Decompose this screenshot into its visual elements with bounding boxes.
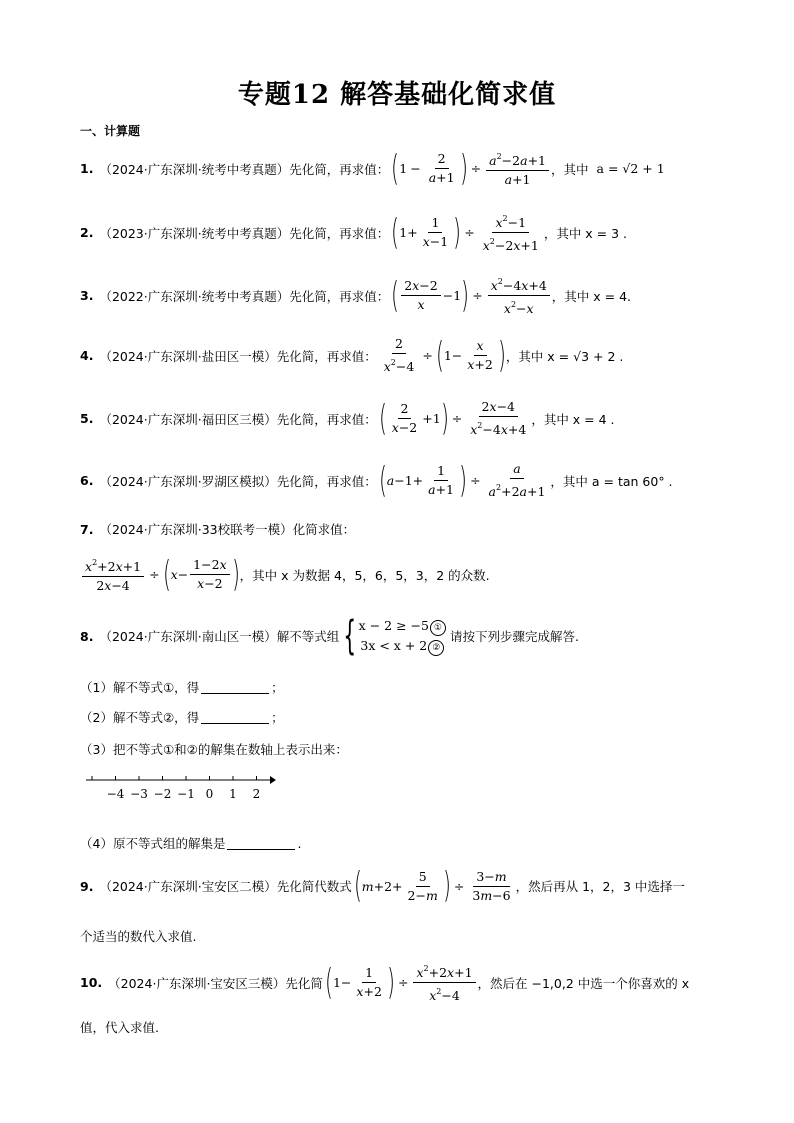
question-tail: ，其中 x = √3 + 2 . — [505, 348, 624, 364]
question-tail: ，其中 — [551, 161, 589, 177]
question-source: （2022·广东深圳·统考中考真题）先化简，再求值： — [99, 288, 390, 304]
axis-tick-label: −3 — [130, 787, 148, 801]
inequality-1: x − 2 ≥ −5 — [358, 618, 429, 633]
step-2 — [80, 708, 284, 726]
question-source: （2024·广东深圳·盐田区一模）先化简，再求值： — [99, 348, 377, 364]
step-4-text: （4）原不等式组的解集是 — [80, 836, 226, 851]
question-source: （2024·广东深圳·福田区三模）先化简，再求值： — [99, 411, 377, 427]
step-3-text: （3）把不等式①和②的解集在数轴上表示出来： — [80, 742, 348, 757]
question-7-body — [80, 553, 490, 595]
question-9 — [80, 865, 685, 906]
expression: ( 1 − $\frac{2}{a+1}$ ) ÷ $\frac{a^2-2a+1}{a+1}$ — [391, 150, 551, 187]
axis-tick-label: 0 — [205, 787, 214, 801]
axis-tick-label: 1 — [229, 787, 237, 801]
question-4 — [80, 334, 624, 376]
question-2 — [80, 212, 627, 253]
question-tail: 请按下列步骤完成解答. — [449, 629, 579, 644]
question-3 — [80, 275, 631, 316]
question-9-line-2 — [80, 927, 196, 945]
step-1-end: ； — [271, 680, 284, 695]
step-1 — [80, 678, 284, 696]
system-brace: { — [343, 613, 357, 659]
step-4 — [80, 834, 301, 852]
inequality-system — [359, 616, 446, 656]
question-source: （2024·广东深圳·南山区一模）解不等式组 — [99, 629, 340, 644]
question-number: 5. — [80, 411, 94, 426]
question-7 — [80, 520, 357, 538]
question-text: 个适当的数代入求值. — [80, 929, 197, 944]
page-title: 专题12 解答基础化简求值 — [237, 80, 557, 110]
answer-blank[interactable] — [201, 681, 269, 694]
expression: $\frac{2}{x^2-4}$ ÷ ( 1− $\frac{x}{x+2}$ ) — [383, 334, 506, 376]
axis-arrow — [270, 776, 276, 784]
step-4-end: . — [297, 835, 302, 851]
question-number: 6. — [80, 473, 94, 488]
question-source: （2024·广东深圳·罗湖区模拟）先化简，再求值： — [99, 473, 377, 489]
expression: ( $\frac{2x-2}{x}$ −1 ) ÷ $\frac{x^2-4x+4}{x^2-x}$ — [391, 275, 552, 316]
question-source: （2024·广东深圳·宝安区三模）先化简 — [108, 975, 323, 991]
question-tail: ，其中 x 为数据 4，5，6，5，3，2 的众数. — [239, 567, 490, 583]
axis-tick-label: −2 — [153, 787, 172, 801]
axis-tick-label: −4 — [106, 787, 125, 801]
question-number: 10. — [80, 975, 103, 990]
question-5 — [80, 397, 615, 439]
step-2-text: （2）解不等式②，得 — [80, 710, 200, 725]
question-text: 值，代入求值. — [80, 1020, 159, 1035]
answer-blank[interactable] — [227, 837, 295, 850]
answer-blank[interactable] — [201, 711, 269, 724]
expression: ( 1+ $\frac{1}{x-1}$ ) ÷ $\frac{x^2-1}{x^2-2x+1}$ — [391, 211, 539, 253]
question-source: （2024·广东深圳·宝安区二模）先化简代数式 — [99, 879, 352, 894]
question-number: 1. — [80, 161, 94, 176]
question-number: 9. — [80, 878, 94, 894]
section-heading: 一、计算题 — [80, 124, 141, 138]
question-tail: ，然后再从 1，2，3 中选择一 — [515, 879, 685, 894]
question-6 — [80, 459, 673, 501]
question-tail: ，其中 a = tan 60° . — [550, 473, 673, 489]
question-tail: ，其中 x = 4 . — [531, 411, 615, 427]
circle-1: ① — [430, 620, 446, 636]
expression: ( 1− $\frac{1}{x+2}$ ) ÷ $\frac{x^2+2x+1}{x^2-4}$ — [325, 962, 478, 1003]
condition: a = √2 + 1 — [596, 161, 665, 176]
expression: ( a −1+ $\frac{1}{a+1}$ ) ÷ $\frac{a}{a^2+2a+1}$ — [378, 459, 546, 501]
expression: $\frac{x^2+2x+1}{2x-4}$ ÷ ( x − $\frac{1-2x}{x-2}$ ) — [80, 556, 240, 593]
question-number: 2. — [80, 225, 94, 240]
step-2-end: ； — [271, 710, 284, 725]
question-tail: ，其中 x = 4. — [551, 288, 631, 304]
question-10 — [80, 962, 689, 1003]
step-1-text: （1）解不等式①，得 — [80, 680, 200, 695]
step-3 — [80, 740, 348, 758]
question-1 — [80, 147, 665, 189]
question-source: （2024·广东深圳·统考中考真题）先化简，再求值： — [99, 161, 390, 177]
circle-2: ② — [428, 640, 444, 656]
question-number: 4. — [80, 348, 94, 363]
question-number: 3. — [80, 288, 94, 303]
inequality-2: 3x < x + 2 — [360, 638, 428, 653]
question-source: （2024·广东深圳·33校联考一模）化简求值： — [99, 522, 356, 537]
axis-tick-label: −1 — [177, 787, 195, 801]
expression: ( m +2+ $\frac{5}{2-m}$ ) ÷ $\frac{3-m}{3m-6}$ — [353, 865, 511, 906]
expression: ( $\frac{2}{x-2}$ +1 ) ÷ $\frac{2x-4}{x^2-4x+4}$ — [378, 397, 527, 439]
question-number: 7. — [80, 521, 94, 537]
question-tail: ，其中 x = 3 . — [543, 225, 628, 241]
question-number: 8. — [80, 628, 94, 644]
number-line — [86, 770, 276, 804]
question-8 — [80, 613, 579, 659]
axis-tick-label: 2 — [252, 787, 261, 801]
question-tail: ，然后在 −1,0,2 中选一个你喜欢的 x — [477, 975, 690, 991]
question-source: （2023·广东深圳·统考中考真题）先化简，再求值： — [99, 225, 390, 241]
question-10-line-2 — [80, 1018, 159, 1036]
